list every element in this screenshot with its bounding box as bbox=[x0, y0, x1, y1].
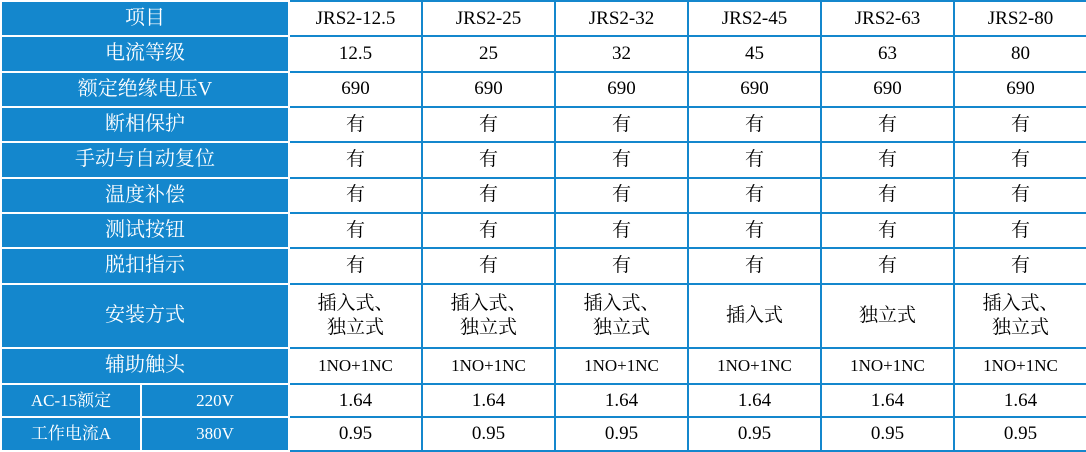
row-label: 温度补偿 bbox=[1, 178, 289, 213]
cell-line: 独立式 bbox=[991, 316, 1049, 338]
header-cell-model-4: JRS2-45 bbox=[688, 1, 821, 36]
table-row-current-380 bbox=[1, 417, 1086, 451]
cell-value: 1.64 bbox=[422, 384, 555, 418]
cell-line: 独立式 bbox=[858, 305, 916, 326]
cell-value: 1.64 bbox=[821, 384, 954, 418]
cell-value: 有 bbox=[954, 107, 1086, 142]
table-row bbox=[1, 72, 1086, 107]
cell-value: 0.95 bbox=[289, 417, 422, 451]
cell-value: 45 bbox=[688, 36, 821, 71]
row-label: 额定绝缘电压V bbox=[1, 72, 289, 107]
cell-value bbox=[555, 284, 688, 349]
cell-value: 1.64 bbox=[289, 384, 422, 418]
cell-line: 独立式 bbox=[459, 316, 517, 338]
cell-value: 1NO+1NC bbox=[555, 348, 688, 383]
cell-value: 690 bbox=[422, 72, 555, 107]
cell-value: 63 bbox=[821, 36, 954, 71]
cell-value: 0.95 bbox=[422, 417, 555, 451]
cell-value: 有 bbox=[688, 178, 821, 213]
cell-value: 有 bbox=[422, 142, 555, 177]
cell-value bbox=[688, 284, 821, 349]
cell-line: 独立式 bbox=[326, 316, 384, 338]
row-label: 安装方式 bbox=[1, 284, 289, 349]
cell-value: 有 bbox=[954, 248, 1086, 283]
cell-value: 有 bbox=[289, 248, 422, 283]
table-header-row bbox=[1, 1, 1086, 36]
cell-value: 690 bbox=[821, 72, 954, 107]
row-label: 电流等级 bbox=[1, 36, 289, 71]
cell-value: 690 bbox=[688, 72, 821, 107]
header-cell-item: 项目 bbox=[1, 1, 289, 36]
table-row bbox=[1, 178, 1086, 213]
cell-value: 有 bbox=[688, 213, 821, 248]
cell-value: 0.95 bbox=[954, 417, 1086, 451]
cell-value: 1NO+1NC bbox=[289, 348, 422, 383]
cell-value: 25 bbox=[422, 36, 555, 71]
cell-value bbox=[821, 284, 954, 349]
cell-value: 有 bbox=[289, 142, 422, 177]
cell-value: 1NO+1NC bbox=[422, 348, 555, 383]
cell-value: 有 bbox=[422, 213, 555, 248]
cell-line: 插入式、 bbox=[317, 293, 394, 315]
cell-value: 有 bbox=[555, 248, 688, 283]
cell-value: 有 bbox=[821, 178, 954, 213]
cell-value: 有 bbox=[954, 178, 1086, 213]
row-label: 辅助触头 bbox=[1, 348, 289, 383]
cell-value: 1NO+1NC bbox=[954, 348, 1086, 383]
cell-value: 690 bbox=[289, 72, 422, 107]
table-row-current-220 bbox=[1, 384, 1086, 418]
cell-value: 有 bbox=[422, 107, 555, 142]
cell-value: 有 bbox=[555, 142, 688, 177]
row-label-current-line1: AC-15额定 bbox=[1, 384, 141, 418]
cell-value: 有 bbox=[821, 248, 954, 283]
cell-value: 1.64 bbox=[555, 384, 688, 418]
cell-value: 有 bbox=[688, 142, 821, 177]
header-cell-model-1: JRS2-12.5 bbox=[289, 1, 422, 36]
table-row bbox=[1, 213, 1086, 248]
cell-value: 有 bbox=[289, 213, 422, 248]
cell-line: 插入式 bbox=[725, 305, 783, 326]
cell-value: 有 bbox=[821, 107, 954, 142]
cell-line: 插入式、 bbox=[982, 293, 1059, 315]
cell-line: 插入式、 bbox=[450, 293, 527, 315]
cell-value bbox=[422, 284, 555, 349]
cell-value: 有 bbox=[555, 107, 688, 142]
row-label: 手动与自动复位 bbox=[1, 142, 289, 177]
cell-line: 独立式 bbox=[592, 316, 650, 338]
cell-value: 0.95 bbox=[821, 417, 954, 451]
cell-value: 32 bbox=[555, 36, 688, 71]
cell-value: 1.64 bbox=[688, 384, 821, 418]
cell-value: 0.95 bbox=[555, 417, 688, 451]
header-cell-model-3: JRS2-32 bbox=[555, 1, 688, 36]
cell-value: 12.5 bbox=[289, 36, 422, 71]
row-sublabel-380v: 380V bbox=[141, 417, 289, 451]
cell-value: 有 bbox=[688, 248, 821, 283]
cell-value: 1.64 bbox=[954, 384, 1086, 418]
table-row-install-type bbox=[1, 284, 1086, 349]
table-row bbox=[1, 248, 1086, 283]
row-label: 测试按钮 bbox=[1, 213, 289, 248]
table-row bbox=[1, 348, 1086, 383]
cell-value: 有 bbox=[821, 142, 954, 177]
cell-value: 690 bbox=[954, 72, 1086, 107]
cell-value: 80 bbox=[954, 36, 1086, 71]
cell-value: 有 bbox=[954, 213, 1086, 248]
cell-value: 有 bbox=[555, 213, 688, 248]
cell-line: 插入式、 bbox=[583, 293, 660, 315]
cell-value bbox=[954, 284, 1086, 349]
header-cell-model-6: JRS2-80 bbox=[954, 1, 1086, 36]
table-row bbox=[1, 107, 1086, 142]
header-cell-model-5: JRS2-63 bbox=[821, 1, 954, 36]
cell-value: 有 bbox=[289, 178, 422, 213]
cell-value: 有 bbox=[555, 178, 688, 213]
cell-value: 有 bbox=[289, 107, 422, 142]
table-row bbox=[1, 36, 1086, 71]
row-label: 断相保护 bbox=[1, 107, 289, 142]
cell-value bbox=[289, 284, 422, 349]
cell-value: 有 bbox=[954, 142, 1086, 177]
cell-value: 690 bbox=[555, 72, 688, 107]
cell-value: 有 bbox=[422, 248, 555, 283]
cell-value: 有 bbox=[821, 213, 954, 248]
table-row bbox=[1, 142, 1086, 177]
cell-value: 1NO+1NC bbox=[688, 348, 821, 383]
cell-value: 有 bbox=[688, 107, 821, 142]
row-label: 脱扣指示 bbox=[1, 248, 289, 283]
cell-value: 0.95 bbox=[688, 417, 821, 451]
cell-value: 有 bbox=[422, 178, 555, 213]
row-label-current-line2: 工作电流A bbox=[1, 417, 141, 451]
header-cell-model-2: JRS2-25 bbox=[422, 1, 555, 36]
row-sublabel-220v: 220V bbox=[141, 384, 289, 418]
cell-value: 1NO+1NC bbox=[821, 348, 954, 383]
